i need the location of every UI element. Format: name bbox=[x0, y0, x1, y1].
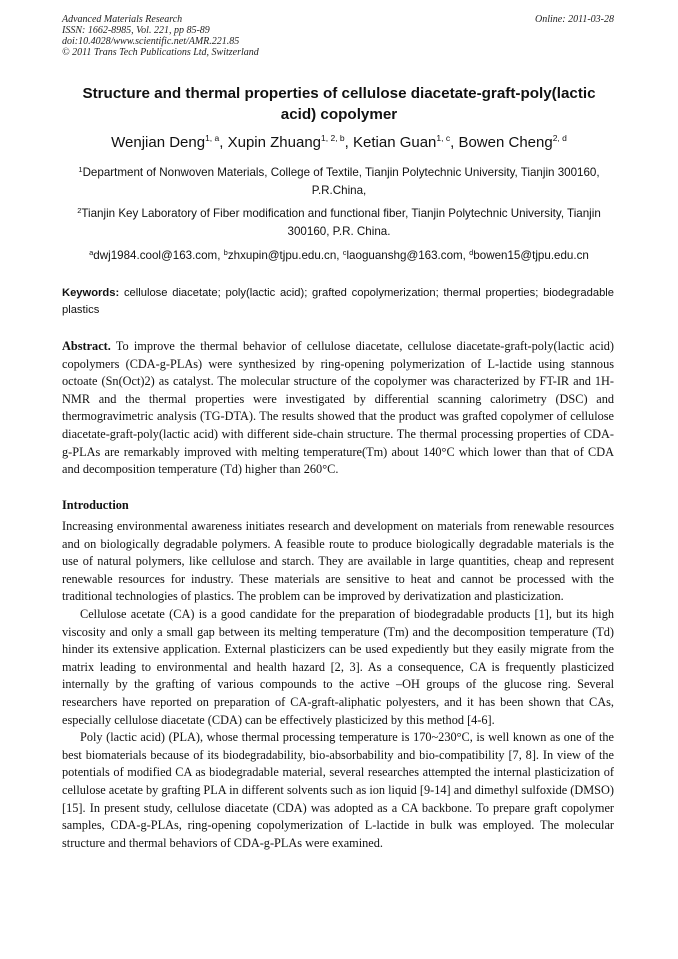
author-list bbox=[40, 134, 638, 152]
journal-name: Advanced Materials Research bbox=[62, 14, 183, 25]
email-mark: b bbox=[223, 248, 228, 257]
email-address[interactable]: dwj1984.cool@163.com, bbox=[93, 249, 224, 262]
author-name: Wenjian Deng bbox=[111, 134, 206, 151]
paragraph: Increasing environmental awareness initiates research and development on materials from renewable resources and on biologically degradable polymers. A feasible route to produce biologically degradable materials is the use of natural polymers, like cellulose and starch. They are available in large quantities, cheap and represent renewable resources for industry. These materials are sensitive to heat and cannot be processed with the traditional technologies of plastics. The problem can be improved by derivatization and plasticization. bbox=[62, 519, 614, 604]
email-address[interactable]: zhxupin@tjpu.edu.cn, bbox=[227, 249, 343, 262]
journal-copyright: © 2011 Trans Tech Publications Ltd, Switzerland bbox=[62, 47, 259, 58]
introduction-body bbox=[62, 518, 614, 852]
affiliation-mark: 2 bbox=[77, 206, 82, 215]
abstract bbox=[62, 338, 614, 479]
author-name: Bowen Cheng bbox=[458, 134, 553, 151]
author-affiliation-mark: 2, d bbox=[552, 133, 567, 143]
author-emails bbox=[62, 247, 616, 265]
journal-doi[interactable]: doi:10.4028/www.scientific.net/AMR.221.85 bbox=[62, 36, 240, 47]
author-name: Ketian Guan bbox=[353, 134, 437, 151]
keywords bbox=[62, 285, 614, 319]
keywords-text: cellulose diacetate; poly(lactic acid); grafted copolymerization; thermal properties; biodegradable plastics bbox=[62, 287, 614, 316]
journal-issn: ISSN: 1662-8985, Vol. 221, pp 85-89 bbox=[62, 25, 210, 36]
section-heading-introduction: Introduction bbox=[62, 498, 129, 512]
affiliation-1 bbox=[62, 164, 616, 200]
affiliation-2 bbox=[62, 205, 616, 241]
keywords-label: Keywords: bbox=[62, 287, 120, 299]
abstract-label: Abstract. bbox=[62, 339, 111, 353]
author-affiliation-mark: 1, 2, b bbox=[321, 133, 345, 143]
affiliation-text: Tianjin Key Laboratory of Fiber modification and functional fiber, Tianjin Polytechnic University, Tianjin 300160, P.R. China. bbox=[81, 207, 601, 238]
paragraph: Poly (lactic acid) (PLA), whose thermal processing temperature is 170~230°C, is well known as one of the best biomaterials because of its biodegradability, bio-absorbability and bio-compatibility [7, 8]. In view of the potentials of modified CA as biodegradable material, several researches attempted the internal plasticization of cellulose acetate by grafting PLA in different solvents such as ion liquid [9-14] and dimethyl sulfoxide (DMSO) [15]. In present study, cellulose diacetate (CDA) was adopted as a CA backbone. To prepare graft copolymer samples, CDA-g-PLAs, ring-opening copolymerization of L-lactide in bulk was employed. The molecular structure and thermal behaviors of CDA-g-PLAs were examined. bbox=[62, 730, 614, 850]
email-mark: d bbox=[469, 248, 474, 257]
paragraph: Cellulose acetate (CA) is a good candidate for the preparation of biodegradable products [1], but its high viscosity and only a small gap between its melting temperature (Tm) and the decomposition temperature (Td) hinder its extensive application. External plasticizers can be used expediently but they easily migrate from the matrix leading to environmental and health hazard [2, 3]. As a consequence, CA is frequently plasticized internally by the grafting of various compounds to the active –OH groups of the glucose ring. Several researchers have reported on preparation of CA-graft-aliphatic polyesters, and it has been shown that CAs, especially cellulose diacetate (CDA) can be effectively plasticized by this method [4-6]. bbox=[62, 606, 614, 727]
affiliation-mark: 1 bbox=[78, 165, 83, 174]
email-address[interactable]: bowen15@tjpu.edu.cn bbox=[473, 249, 589, 262]
email-address[interactable]: laoguanshg@163.com, bbox=[346, 249, 470, 262]
author-separator: , bbox=[219, 134, 228, 151]
abstract-text: To improve the thermal behavior of cellulose diacetate, cellulose diacetate-graft-poly(lactic acid) copolymers (CDA-g-PLAs) were synthesized by ring-opening polymerization of L-lactide using stannous octoate (Sn(Oct)2) as catalyst. The molecular structure of the copolymer was characterized by FT-IR and 1H-NMR and the thermal properties were investigated by differential scanning calorimetry (DSC) and thermogravimetric analysis (TG-DTA). The results showed that the product was grafted copolymer of cellulose diacetate-graft-poly(lactic acid) with different side-chain structure. The thermal processing properties of CDA-g-PLAs are remarkably improved with melting temperature(Tm) about 140°C which lower than that of CDA and decomposition temperature (Td) higher than 260°C. bbox=[62, 339, 614, 477]
online-date: Online: 2011-03-28 bbox=[535, 14, 614, 25]
author-separator: , bbox=[344, 134, 353, 151]
affiliation-text: Department of Nonwoven Materials, College of Textile, Tianjin Polytechnic University, Tianjin 300160, P.R.China, bbox=[82, 166, 600, 197]
author-separator: , bbox=[450, 134, 459, 151]
author-affiliation-mark: 1, c bbox=[436, 133, 451, 143]
email-mark: c bbox=[342, 248, 347, 257]
email-mark: a bbox=[89, 248, 94, 257]
author-name: Xupin Zhuang bbox=[227, 134, 322, 151]
author-affiliation-mark: 1, a bbox=[205, 133, 220, 143]
journal-header bbox=[62, 14, 259, 58]
paper-title: Structure and thermal properties of cellulose diacetate-graft-poly(lactic acid) copolymer bbox=[82, 85, 596, 123]
